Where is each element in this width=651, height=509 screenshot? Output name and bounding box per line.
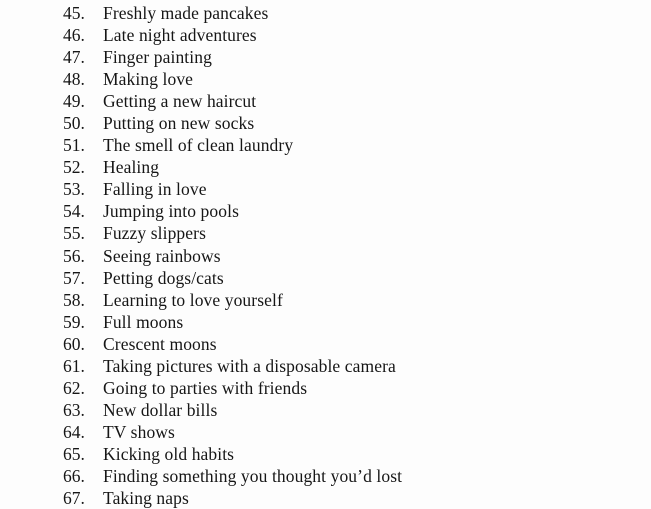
list-item-number: 47. [63, 47, 85, 68]
list-item-text: Fuzzy slippers [103, 223, 206, 244]
list-item [0, 2, 651, 24]
list-item-text: Kicking old habits [103, 443, 235, 464]
list-item-number: 56. [63, 245, 85, 266]
list-item-text: Finding something you thought you’d lost [103, 465, 403, 486]
list-item-text: TV shows [103, 421, 175, 442]
list-item-number: 67. [63, 488, 85, 509]
list-item-number: 61. [63, 355, 85, 376]
list-item-number: 62. [63, 377, 85, 398]
list-item-text: Learning to love yourself [103, 289, 283, 310]
list-item-number: 53. [63, 179, 85, 200]
list-item [0, 112, 651, 134]
list-item [0, 267, 651, 289]
list-item-text: Freshly made pancakes [103, 3, 269, 23]
list-item-number: 63. [63, 399, 85, 420]
list-item [0, 465, 651, 487]
list-item [0, 355, 651, 377]
list-item-text: Taking naps [103, 488, 189, 509]
list-item-text: Taking pictures with a disposable camera [103, 355, 396, 376]
list-item [0, 421, 651, 443]
numbered-list [0, 2, 651, 509]
list-item-text: Falling in love [103, 179, 207, 200]
list-item [0, 333, 651, 355]
list-item-number: 57. [63, 267, 85, 288]
list-item [0, 156, 651, 178]
list-item-number: 65. [63, 443, 85, 464]
list-item-text: Petting dogs/cats [103, 267, 224, 288]
list-item [0, 377, 651, 399]
list-item-text: Going to parties with friends [103, 377, 308, 398]
list-item-number: 60. [63, 333, 85, 354]
list-item-text: Making love [103, 69, 194, 90]
list-item-text: New dollar bills [103, 399, 218, 420]
list-item [0, 245, 651, 267]
list-item-text: Finger painting [103, 47, 212, 68]
list-item-number: 55. [63, 223, 85, 244]
list-item [0, 178, 651, 200]
list-item [0, 134, 651, 156]
list-item-number: 52. [63, 157, 85, 178]
list-item-text: Putting on new socks [103, 113, 255, 134]
list-item [0, 68, 651, 90]
list-item-number: 64. [63, 421, 85, 442]
list-item [0, 487, 651, 509]
list-item [0, 311, 651, 333]
list-item-number: 45. [63, 3, 85, 23]
list-item-text: Jumping into pools [103, 201, 239, 222]
list-item-number: 49. [63, 91, 85, 112]
list-item-number: 66. [63, 465, 85, 486]
list-item-text: Late night adventures [103, 25, 257, 46]
list-item-text: Full moons [103, 311, 184, 332]
list-item-number: 58. [63, 289, 85, 310]
list-item [0, 222, 651, 244]
list-item-text: Getting a new haircut [103, 91, 257, 112]
list-item [0, 24, 651, 46]
list-item [0, 399, 651, 421]
list-item [0, 200, 651, 222]
list-item-number: 46. [63, 25, 85, 46]
list-item-number: 48. [63, 69, 85, 90]
list-item-text: The smell of clean laundry [103, 135, 294, 156]
list-item-number: 51. [63, 135, 85, 156]
list-item [0, 443, 651, 465]
list-item-number: 50. [63, 113, 85, 134]
list-item [0, 289, 651, 311]
list-item-text: Crescent moons [103, 333, 217, 354]
list-item-number: 59. [63, 311, 85, 332]
list-item-text: Seeing rainbows [103, 245, 221, 266]
list-item [0, 46, 651, 68]
list-item-number: 54. [63, 201, 85, 222]
list-item-text: Healing [103, 157, 160, 178]
list-item [0, 90, 651, 112]
